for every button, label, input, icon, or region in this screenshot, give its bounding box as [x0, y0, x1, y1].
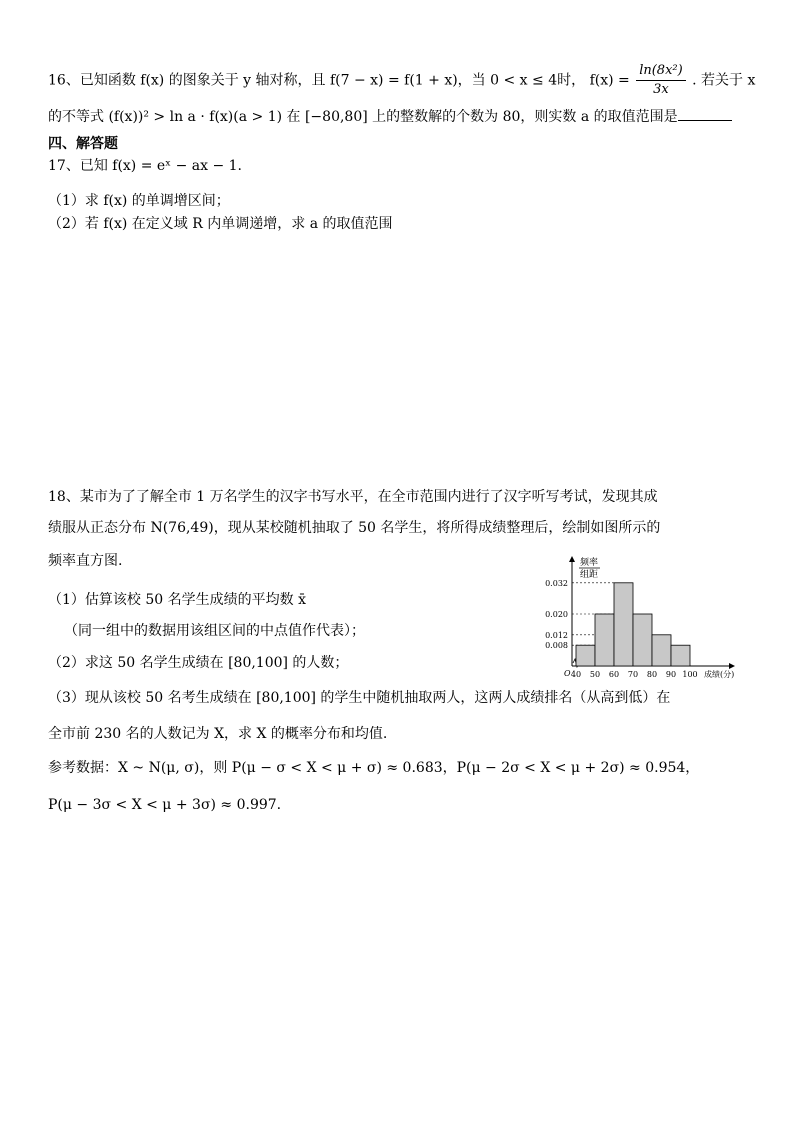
y-label-numerator: 频率 — [580, 558, 599, 568]
q16-line2 — [48, 106, 732, 127]
q18-part3-a: （3）现从该校 50 名考生成绩在 [80,100] 的学生中随机抽取两人，这两人成绩排名（从高到低）在 — [48, 690, 671, 706]
q18-line3: 频率直方图. — [48, 553, 123, 569]
x-tick-label: 40 — [570, 670, 582, 679]
q16-fraction — [636, 62, 686, 99]
x-tick-label: 100 — [682, 670, 698, 679]
fraction-denominator: 3x — [653, 82, 669, 97]
q17-part2: （2）若 f(x) 在定义域 R 内单调递增，求 a 的取值范围 — [48, 216, 393, 232]
q16-text-c: . 若关于 x — [692, 72, 756, 89]
q16-text-line2: 的不等式 (f(x))² > ln a · f(x)(a > 1) 在 [−80,80] 上的整数解的个数为 80，则实数 a 的取值范围是 — [48, 109, 678, 125]
y-tick-label: 0.012 — [545, 630, 568, 640]
section-title: 四、解答题 — [48, 136, 118, 152]
q18-part1-note: （同一组中的数据用该组区间的中点值作代表）； — [64, 623, 365, 639]
x-tick-label: 80 — [646, 670, 658, 679]
q18-part3-b: 全市前 230 名的人数记为 X，求 X 的概率分布和均值. — [48, 726, 388, 742]
y-label-denominator: 组距 — [580, 570, 599, 580]
origin-label: O — [564, 669, 571, 678]
q18-line1: 18、某市为了了解全市 1 万名学生的汉字书写水平，在全市范围内进行了汉字听写考试，发现其成 — [48, 489, 658, 505]
q18-reference-1: 参考数据：X ~ N(μ, σ)，则 P(μ − σ < X < μ + σ) ≈ 0.683，P(μ − 2σ < X < μ + 2σ) ≈ 0.954， — [48, 760, 700, 776]
histogram-bar — [671, 645, 690, 666]
y-axis-arrow — [569, 556, 575, 562]
x-tick-label: 60 — [608, 670, 620, 679]
q16-line1 — [48, 62, 755, 99]
y-tick-label: 0.020 — [545, 610, 568, 619]
x-axis-arrow — [729, 663, 735, 669]
histogram-bar — [633, 614, 652, 666]
q18-part1: （1）估算该校 50 名学生成绩的平均数 x̄ — [48, 592, 306, 608]
q18-part2: （2）求这 50 名学生成绩在 [80,100] 的人数； — [48, 655, 349, 671]
q16-text-b: f(x) = — [589, 72, 630, 89]
y-tick-label: 0.032 — [545, 578, 568, 588]
q17-part1: （1）求 f(x) 的单调增区间； — [48, 193, 230, 209]
answer-blank[interactable] — [678, 106, 732, 121]
q17-stem: 17、已知 f(x) = eˣ − ax − 1. — [48, 158, 242, 174]
x-axis-label: 成绩(分) — [704, 670, 735, 679]
y-tick-label: 0.008 — [545, 641, 568, 651]
histogram-bar — [652, 635, 671, 666]
q18-line2: 绩服从正态分布 N(76,49)，现从某校随机抽取了 50 名学生，将所得成绩整理后，绘制如图所示的 — [48, 520, 661, 536]
fraction-numerator: ln(8x²) — [636, 62, 686, 81]
q16-text-a: 16、已知函数 f(x) 的图象关于 y 轴对称，且 f(7 − x) = f(1 + x)，当 0 < x ≤ 4时， — [48, 72, 586, 89]
x-tick-label: 50 — [589, 670, 601, 679]
x-tick-label: 90 — [665, 670, 677, 679]
histogram-bar — [614, 583, 633, 666]
histogram-bar — [576, 645, 595, 666]
q18-reference-2: P(μ − 3σ < X < μ + 3σ) ≈ 0.997. — [48, 797, 282, 813]
histogram-bar — [595, 614, 614, 666]
frequency-histogram — [524, 554, 744, 684]
x-tick-label: 70 — [627, 670, 639, 679]
